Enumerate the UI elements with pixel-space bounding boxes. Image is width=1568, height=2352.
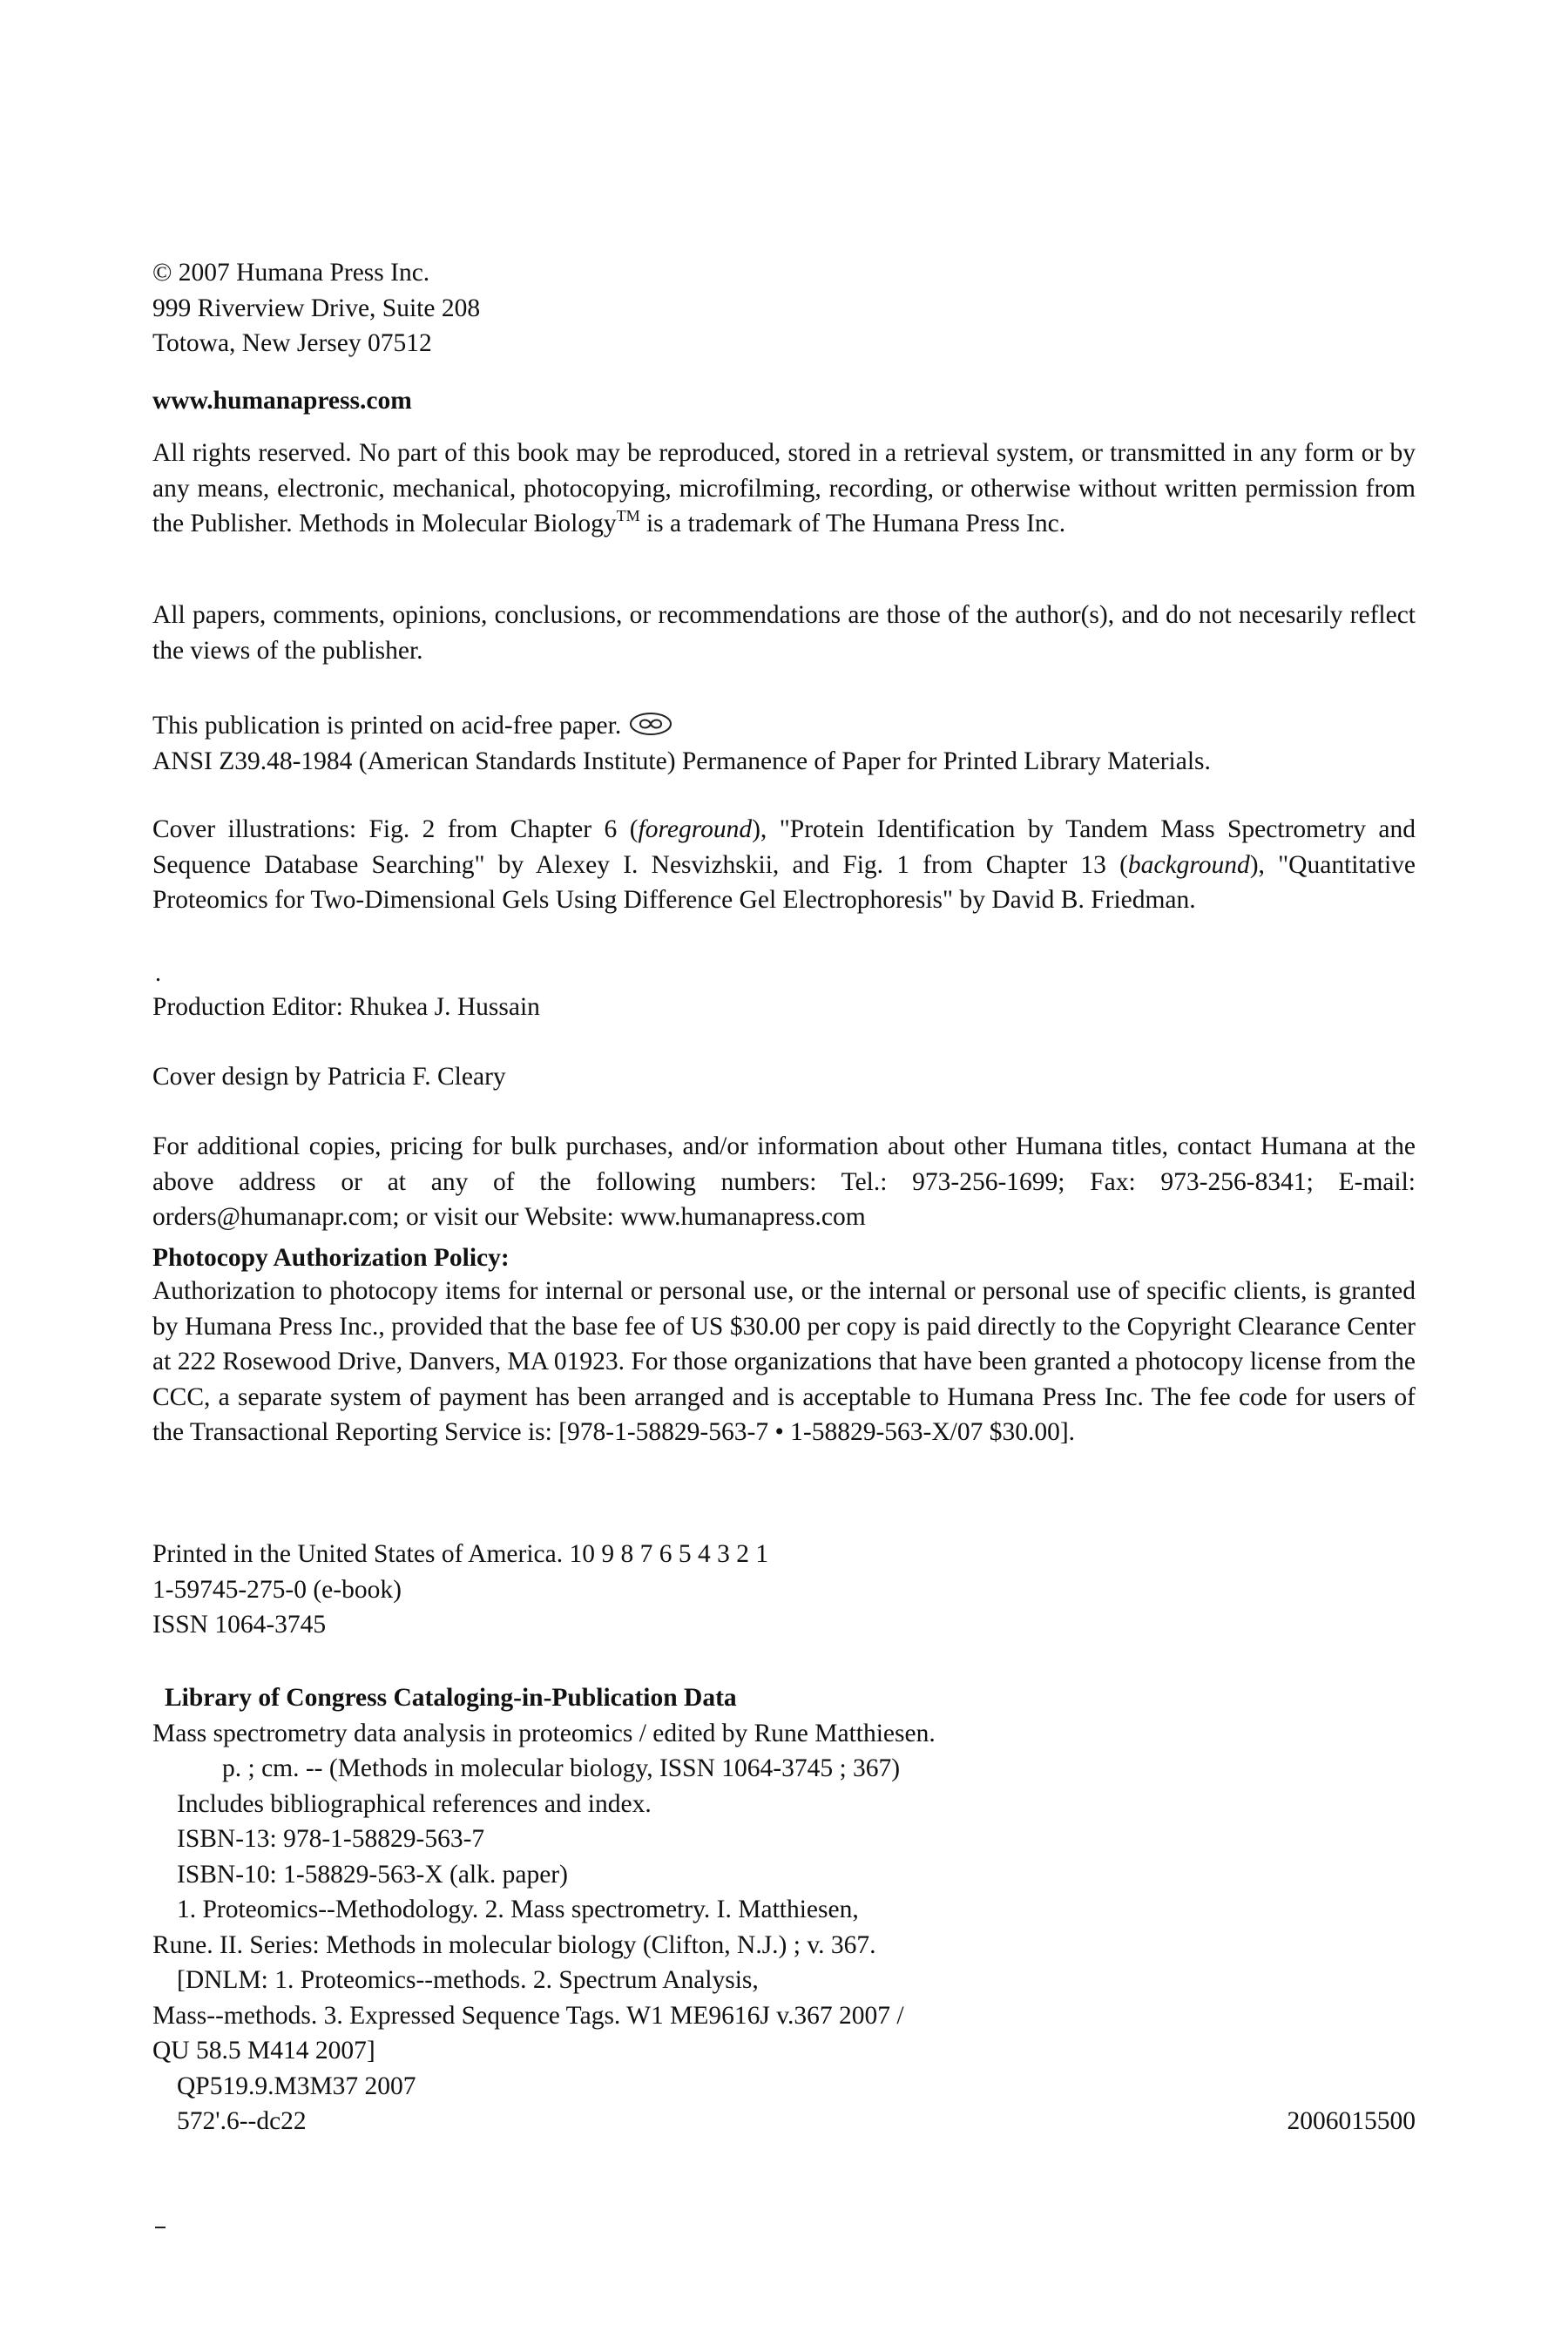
cover-italic-foreground: foreground — [638, 815, 753, 843]
ebook-isbn: 1-59745-275-0 (e-book) — [152, 1575, 402, 1604]
cover-text-3: ), "Quantitative Proteomics for Two-Dimensional Gels Using Difference Gel Electrophoresis" by David B. Friedman. — [152, 850, 1416, 914]
acid-free-paper-icon — [628, 711, 673, 737]
cover-design-block — [152, 1059, 1416, 1095]
cip-line: Rune. II. Series: Methods in molecular biology (Clifton, N.J.) ; v. 367. — [152, 1930, 876, 1959]
photocopy-heading: Photocopy Authorization Policy: — [152, 1244, 510, 1272]
cip-line: 572'.6--dc22 — [177, 2107, 307, 2135]
cip-block — [152, 1680, 1416, 2139]
cip-line: p. ; cm. -- (Methods in molecular biology, ISSN 1064-3745 ; 367) — [222, 1754, 901, 1782]
cover-italic-background: background — [1127, 850, 1250, 879]
ansi-line: ANSI Z39.48-1984 (American Standards Institute) Permanence of Paper for Printed Library Materials. — [152, 747, 1211, 775]
contact-block — [152, 1129, 1416, 1235]
address-line-2: Totowa, New Jersey 07512 — [152, 329, 432, 357]
cip-last-row — [152, 2104, 1416, 2139]
cip-line: Includes bibliographical references and index. — [177, 1789, 652, 1818]
disclaimer-block — [152, 598, 1416, 668]
rights-text-before: All rights reserved. No part of this book may be reproduced, stored in a retrieval system, or transmitted in any form or by any means, electronic, mechanical, photocopying, microfilming, recording, or otherwise without written permission from the Publisher. Methods in Molecular Biology — [152, 439, 1416, 537]
cover-illustrations-block — [152, 812, 1416, 918]
cover-illustrations-text — [152, 812, 1416, 918]
paper-block — [152, 708, 1416, 779]
publisher-website: www.humanapress.com — [152, 387, 412, 415]
cip-line: 1. Proteomics--Methodology. 2. Mass spectrometry. I. Matthiesen, — [177, 1896, 859, 1923]
publisher-block — [152, 255, 1416, 362]
address-line-1: 999 Riverview Drive, Suite 208 — [152, 294, 481, 322]
rights-text — [152, 436, 1416, 542]
rights-block — [152, 436, 1416, 542]
photocopy-block — [152, 1274, 1416, 1450]
printed-line: Printed in the United States of America. 10 9 8 7 6 5 4 3 2 1 — [152, 1540, 769, 1568]
acid-free-text: This publication is printed on acid-free paper. — [152, 712, 622, 740]
copyright-line: © 2007 Humana Press Inc. — [152, 259, 430, 287]
issn-line: ISSN 1064-3745 — [152, 1611, 327, 1639]
photocopy-body: Authorization to photocopy items for internal or personal use, or the internal or personal use of specific clients, is granted by Humana Press Inc., provided that the base fee of US $30.00 per copy is paid directly to the Copyright Clearance Center at 222 Rosewood Drive, Danvers, MA 01923. For those organizations that have been granted a photocopy license from the CCC, a separate system of payment has been arranged and is acceptable to Humana Press Inc. The fee code for users of the Transactional Reporting Service is: [978-1-58829-563-7 • 1-58829-563-X/07 $30.00]. — [152, 1277, 1416, 1446]
disclaimer-text: All papers, comments, opinions, conclusions, or recommendations are those of the author(s), and do not necesarily reflect the views of the publisher. — [152, 601, 1416, 665]
trademark-mark: TM — [616, 507, 640, 524]
cover-text-1: Cover illustrations: Fig. 2 from Chapter 6 ( — [152, 815, 639, 843]
cip-heading: Library of Congress Cataloging-in-Publication Data — [165, 1684, 737, 1712]
stray-dot: . — [155, 960, 161, 987]
cip-line: Mass--methods. 3. Expressed Sequence Tags. W1 ME9616J v.367 2007 / — [152, 2001, 904, 2030]
acid-free-line — [152, 708, 1416, 744]
cip-control-number: 2006015500 — [1287, 2107, 1416, 2135]
cover-text-2: ), "Protein Identification by Tandem Mass Spectrometry and Sequence Database Searching" by Alexey I. Nesvizhskii, and Fig. 1 from Chapter 13 ( — [152, 815, 1416, 879]
website-block — [152, 383, 1416, 419]
cip-line: [DNLM: 1. Proteomics--methods. 2. Spectrum Analysis, — [177, 1966, 759, 1994]
cip-line: QP519.9.M3M37 2007 — [177, 2072, 416, 2100]
cover-design: Cover design by Patricia F. Cleary — [152, 1063, 506, 1091]
cip-line: QU 58.5 M414 2007] — [152, 2037, 375, 2065]
cip-line: Mass spectrometry data analysis in proteomics / edited by Rune Matthiesen. — [152, 1719, 936, 1747]
rights-text-after: is a trademark of The Humana Press Inc. — [639, 510, 1066, 537]
production-editor: Production Editor: Rhukea J. Hussain — [152, 993, 540, 1021]
contact-text: For additional copies, pricing for bulk purchases, and/or information about other Humana titles, contact Humana at the above address or at any of the following numbers: Tel.: 973-256-1699; Fax: 973-256-8341; E-mail: orders@humanapr.com; or visit our Website: www.humanapress.com — [152, 1132, 1416, 1231]
photocopy-heading-block — [152, 1240, 1416, 1276]
cip-line: ISBN-13: 978-1-58829-563-7 — [177, 1825, 485, 1853]
cip-line: ISBN-10: 1-58829-563-X (alk. paper) — [177, 1860, 568, 1889]
stray-dash — [155, 2227, 166, 2228]
printing-block — [152, 1537, 1416, 1643]
production-editor-block — [152, 990, 1416, 1025]
